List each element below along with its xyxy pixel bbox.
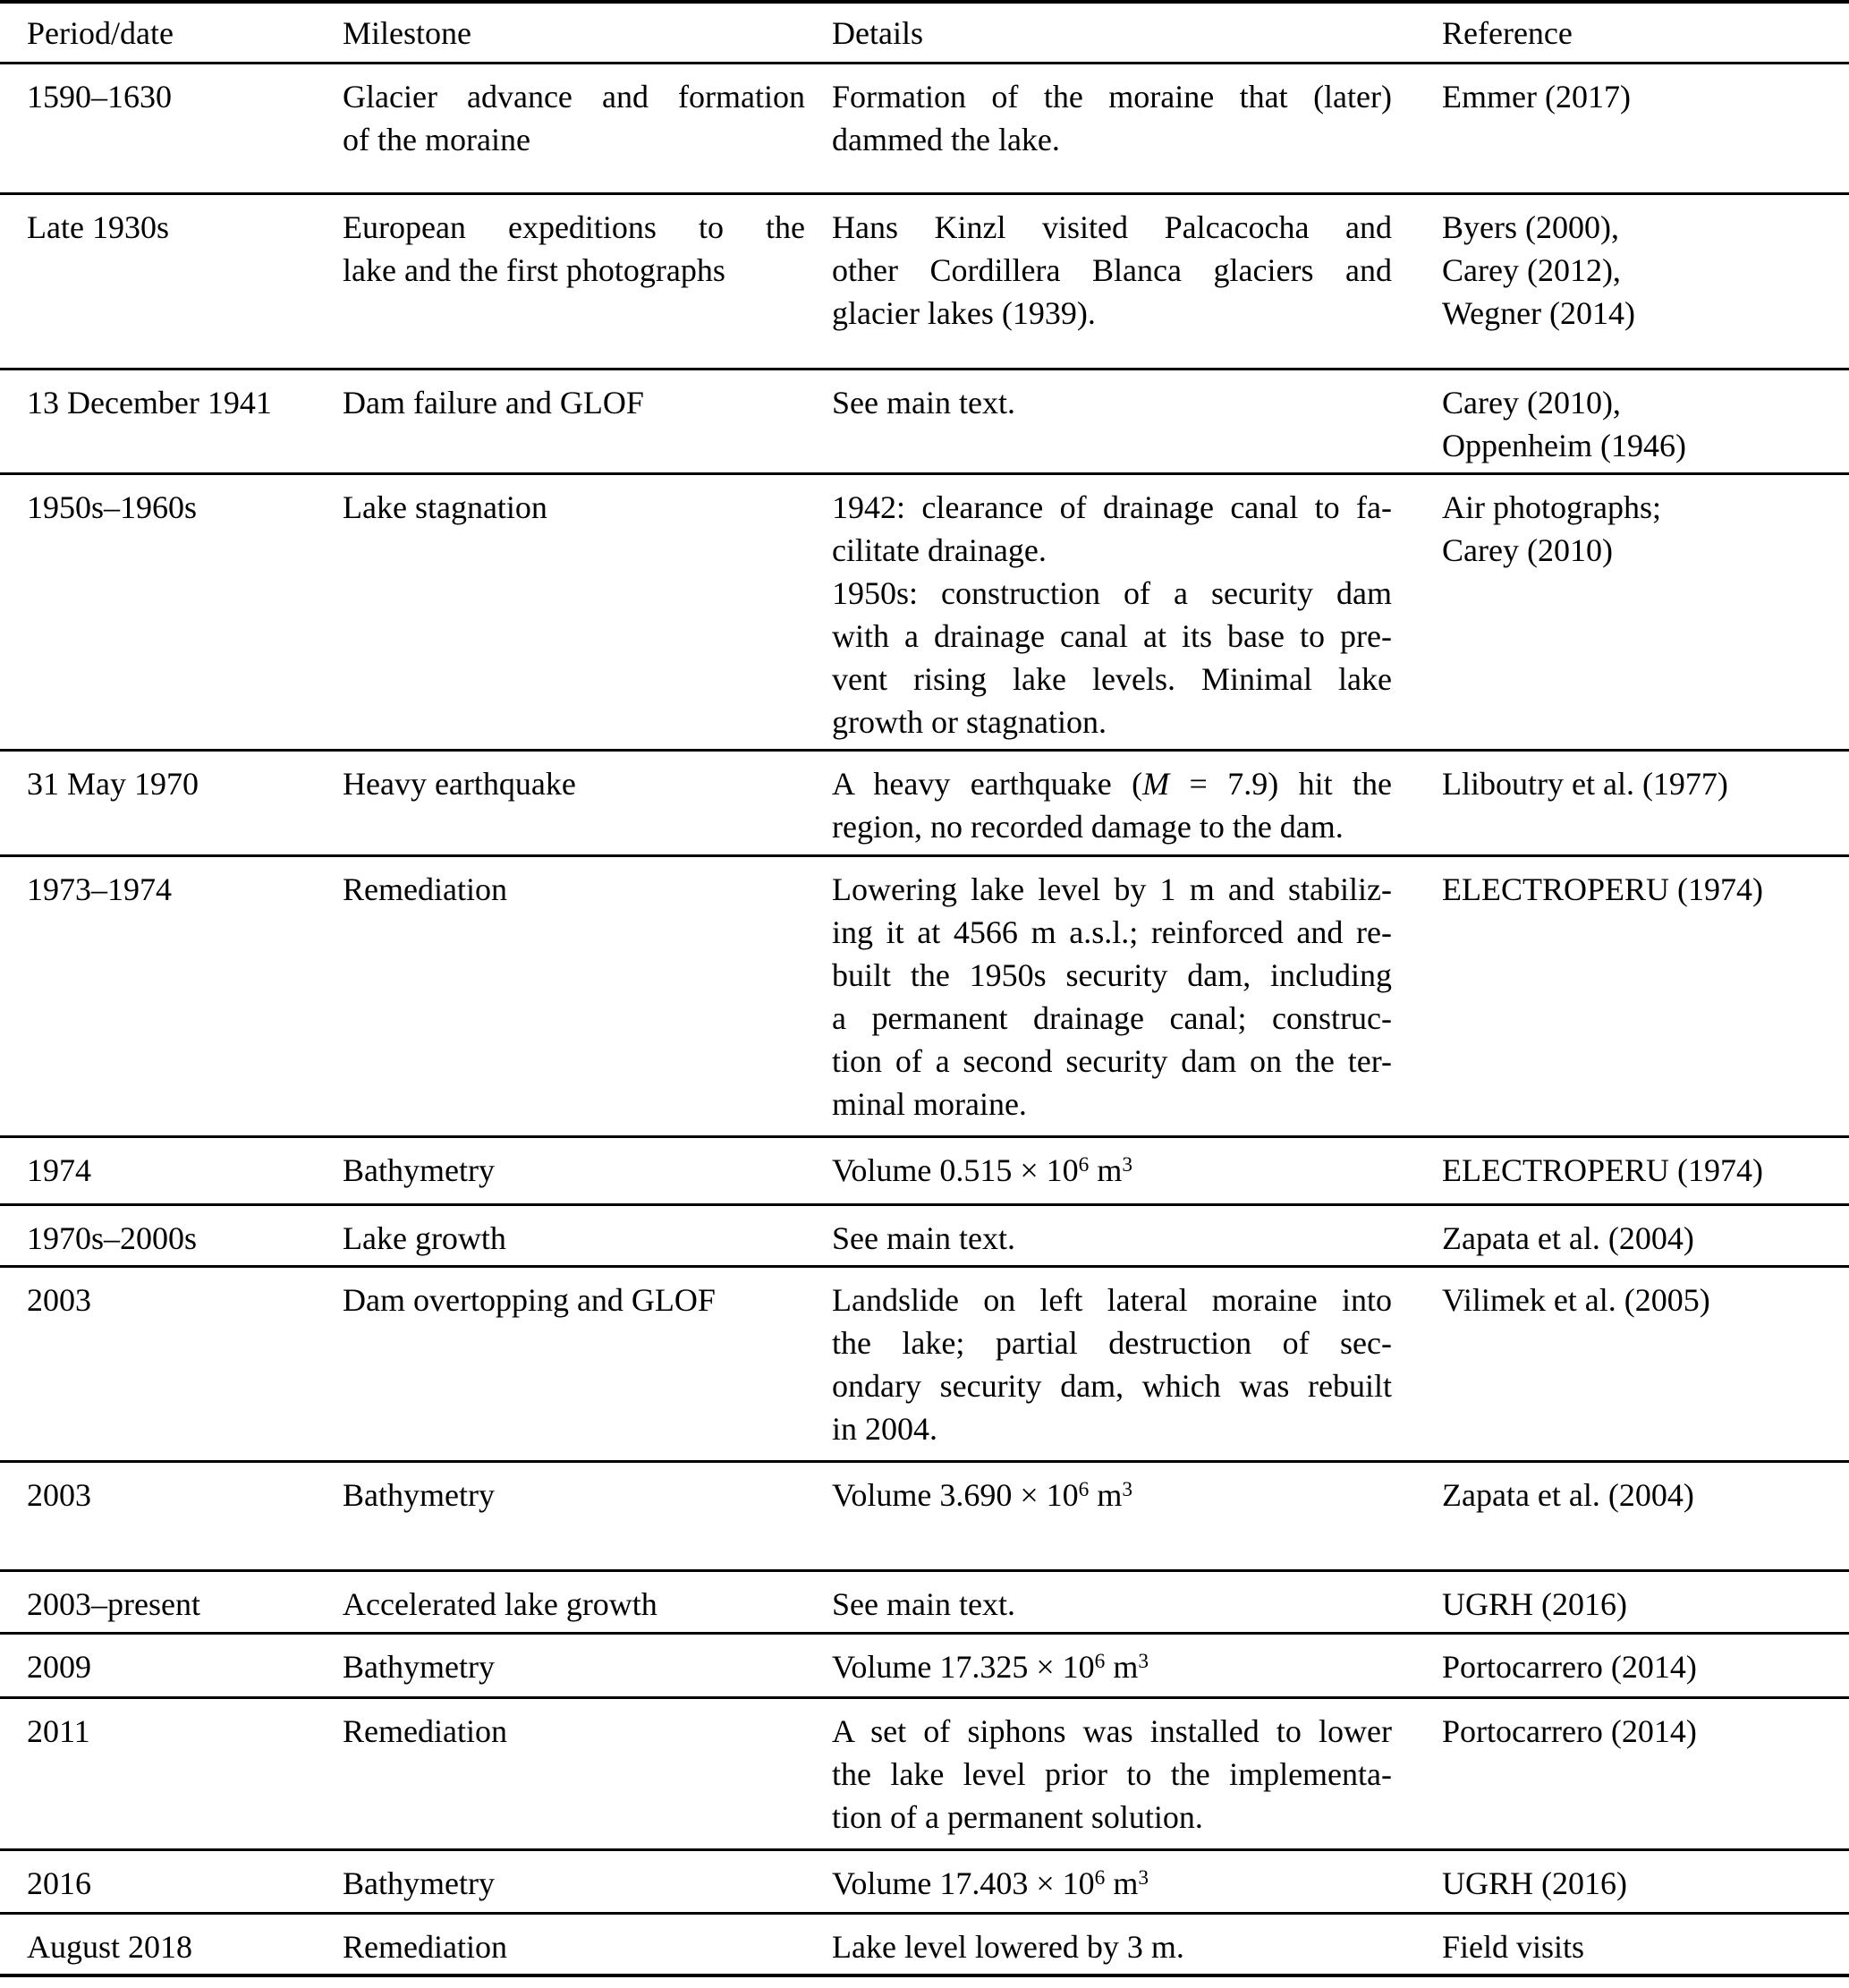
cell-reference	[1415, 1570, 1849, 1633]
cell-reference	[1415, 193, 1849, 369]
text-line: ELECTROPERU (1974)	[1442, 1151, 1763, 1188]
column-header-reference: Reference	[1442, 15, 1573, 51]
text-line: Remediation	[343, 1928, 507, 1965]
text-line: 2003	[27, 1476, 91, 1513]
text-line: 1970s–2000s	[27, 1219, 198, 1256]
text-line: Lake level lowered by 3 m.	[832, 1928, 1184, 1965]
cell-period	[0, 1266, 316, 1461]
text-line: August 2018	[27, 1928, 193, 1965]
text-line: UGRH (2016)	[1442, 1585, 1627, 1622]
column-header-period: Period/date	[27, 15, 174, 51]
column-header-details: Details	[832, 15, 923, 51]
text-line: Lowering lake level by 1 m and stabiliz-	[832, 871, 1392, 907]
table-row	[0, 1633, 1849, 1697]
text-line: lake and the first photographs	[343, 251, 725, 288]
cell-details	[805, 750, 1415, 855]
cell-milestone	[316, 1266, 805, 1461]
text-line: 2003	[27, 1281, 91, 1318]
text-line: A heavy earthquake (M = 7.9) hit the	[832, 765, 1392, 802]
text-line: Hans Kinzl visited Palcacocha and	[832, 208, 1392, 245]
table-row	[0, 1697, 1849, 1849]
text-line: the lake level prior to the implementa-	[832, 1755, 1392, 1792]
text-line: ondary security dam, which was rebuilt	[832, 1367, 1392, 1404]
text-line: Formation of the moraine that (later)	[832, 78, 1392, 115]
cell-reference	[1415, 1136, 1849, 1204]
table-header	[0, 4, 1849, 63]
table-row	[0, 63, 1849, 193]
cell-reference	[1415, 63, 1849, 193]
cell-details	[805, 1204, 1415, 1266]
cell-details	[805, 1570, 1415, 1633]
text-line: UGRH (2016)	[1442, 1865, 1627, 1901]
text-line: Carey (2010)	[1442, 531, 1613, 568]
text-line: Portocarrero (2014)	[1442, 1712, 1697, 1749]
text-line: Heavy earthquake	[343, 765, 576, 802]
text-line: Remediation	[343, 871, 507, 907]
text-line: glacier lakes (1939).	[832, 294, 1096, 331]
text-line: of the moraine	[343, 121, 530, 157]
cell-milestone	[316, 1204, 805, 1266]
cell-period	[0, 1913, 316, 1974]
table-row	[0, 1204, 1849, 1266]
cell-details	[805, 1633, 1415, 1697]
cell-milestone	[316, 750, 805, 855]
text-line: ing it at 4566 m a.s.l.; reinforced and re-	[832, 913, 1392, 950]
text-line: with a drainage canal at its base to pre-	[832, 617, 1392, 654]
table-row	[0, 1266, 1849, 1461]
cell-period	[0, 1461, 316, 1570]
cell-reference	[1415, 750, 1849, 855]
table-row	[0, 473, 1849, 750]
table-row	[0, 1913, 1849, 1974]
text-line: Oppenheim (1946)	[1442, 427, 1686, 463]
header-row	[0, 4, 1849, 63]
cell-reference	[1415, 1461, 1849, 1570]
text-line: 2003–present	[27, 1585, 200, 1622]
text-line: European expeditions to the	[343, 208, 805, 245]
text-line: Dam overtopping and GLOF	[343, 1281, 716, 1318]
text-line: 1974	[27, 1151, 91, 1188]
text-line: Accelerated lake growth	[343, 1585, 657, 1622]
text-line: Landslide on left lateral moraine into	[832, 1281, 1392, 1318]
text-line: minal moraine.	[832, 1085, 1027, 1122]
cell-details	[805, 1849, 1415, 1913]
cell-milestone	[316, 1633, 805, 1697]
cell-period	[0, 473, 316, 750]
cell-milestone	[316, 473, 805, 750]
text-line: 1950s: construction of a security dam	[832, 574, 1392, 611]
text-line: Late 1930s	[27, 208, 169, 245]
text-line: Carey (2010),	[1442, 384, 1621, 421]
cell-reference	[1415, 1849, 1849, 1913]
text-line: See main text.	[832, 384, 1015, 421]
text-line: A set of siphons was installed to lower	[832, 1712, 1392, 1749]
cell-period	[0, 1136, 316, 1204]
text-line: other Cordillera Blanca glaciers and	[832, 251, 1392, 288]
table-row	[0, 855, 1849, 1136]
cell-period	[0, 1570, 316, 1633]
cell-period	[0, 750, 316, 855]
text-line: 13 December 1941	[27, 384, 272, 421]
cell-details	[805, 63, 1415, 193]
cell-milestone	[316, 1570, 805, 1633]
text-line: 2011	[27, 1712, 90, 1749]
cell-details	[805, 855, 1415, 1136]
text-line: 31 May 1970	[27, 765, 199, 802]
text-line: Dam failure and GLOF	[343, 384, 644, 421]
cell-period	[0, 855, 316, 1136]
cell-milestone	[316, 1697, 805, 1849]
text-line: Carey (2012),	[1442, 251, 1621, 288]
text-line: growth or stagnation.	[832, 703, 1107, 740]
milestones-table	[0, 4, 1849, 1974]
text-line: Volume $17.325 \times 10^6$ $m^3$	[832, 1648, 1149, 1685]
text-line: Bathymetry	[343, 1865, 495, 1901]
text-line: the lake; partial destruction of sec-	[832, 1324, 1392, 1361]
table-row	[0, 193, 1849, 369]
text-line: Bathymetry	[343, 1151, 495, 1188]
cell-milestone	[316, 63, 805, 193]
cell-milestone	[316, 1136, 805, 1204]
cell-details	[805, 1266, 1415, 1461]
cell-milestone	[316, 1461, 805, 1570]
column-header-milestone: Milestone	[343, 15, 471, 51]
text-line: Remediation	[343, 1712, 507, 1749]
text-line: Bathymetry	[343, 1648, 495, 1685]
table-row	[0, 1570, 1849, 1633]
cell-details	[805, 369, 1415, 473]
cell-details	[805, 1913, 1415, 1974]
text-line: Byers (2000),	[1442, 208, 1619, 245]
cell-reference	[1415, 473, 1849, 750]
text-line: Zapata et al. (2004)	[1442, 1476, 1694, 1513]
cell-reference	[1415, 1204, 1849, 1266]
text-line: 1590–1630	[27, 78, 172, 115]
cell-reference	[1415, 1913, 1849, 1974]
text-line: Volume $17.403 \times 10^6$ $m^3$	[832, 1865, 1149, 1901]
text-line: Volume $0.515 \times 10^6$ $m^3$	[832, 1151, 1133, 1188]
cell-milestone	[316, 1913, 805, 1974]
cell-reference	[1415, 1266, 1849, 1461]
text-line: Air photographs;	[1442, 489, 1661, 525]
cell-details	[805, 473, 1415, 750]
text-line: a permanent drainage canal; construc-	[832, 999, 1392, 1036]
text-line: Vilimek et al. (2005)	[1442, 1281, 1710, 1318]
table-row	[0, 1136, 1849, 1204]
cell-milestone	[316, 369, 805, 473]
text-line: 2009	[27, 1648, 91, 1685]
text-line: built the 1950s security dam, including	[832, 956, 1392, 993]
text-line: See main text.	[832, 1219, 1015, 1256]
text-line: See main text.	[832, 1585, 1015, 1622]
cell-details	[805, 1697, 1415, 1849]
cell-period	[0, 1204, 316, 1266]
table-row	[0, 1849, 1849, 1913]
text-line: 1950s–1960s	[27, 489, 198, 525]
cell-reference	[1415, 1697, 1849, 1849]
text-line: vent rising lake levels. Minimal lake	[832, 660, 1392, 697]
text-line: Lake growth	[343, 1219, 506, 1256]
text-line: dammed the lake.	[832, 121, 1060, 157]
cell-milestone	[316, 193, 805, 369]
text-line: 1942: clearance of drainage canal to fa-	[832, 489, 1392, 525]
text-line: in 2004.	[832, 1410, 938, 1447]
cell-details	[805, 193, 1415, 369]
cell-details	[805, 1461, 1415, 1570]
cell-period	[0, 193, 316, 369]
text-line: Volume $3.690 \times 10^6$ $m^3$	[832, 1476, 1133, 1513]
text-line: tion of a second security dam on the ter-	[832, 1042, 1392, 1079]
text-line: Wegner (2014)	[1442, 294, 1636, 331]
cell-period	[0, 369, 316, 473]
text-line: Portocarrero (2014)	[1442, 1648, 1697, 1685]
text-line: Lake stagnation	[343, 489, 547, 525]
cell-reference	[1415, 855, 1849, 1136]
text-line: Zapata et al. (2004)	[1442, 1219, 1694, 1256]
cell-period	[0, 1697, 316, 1849]
text-line: Glacier advance and formation	[343, 78, 805, 115]
text-line: Field visits	[1442, 1928, 1585, 1965]
text-line: Lliboutry et al. (1977)	[1442, 765, 1728, 802]
text-line: region, no recorded damage to the dam.	[832, 808, 1344, 845]
cell-reference	[1415, 1633, 1849, 1697]
text-line: Emmer (2017)	[1442, 78, 1631, 115]
cell-reference	[1415, 369, 1849, 473]
text-line: Bathymetry	[343, 1476, 495, 1513]
cell-period	[0, 1849, 316, 1913]
cell-milestone	[316, 1849, 805, 1913]
cell-details	[805, 1136, 1415, 1204]
cell-milestone	[316, 855, 805, 1136]
text-line: cilitate drainage.	[832, 531, 1047, 568]
text-line: tion of a permanent solution.	[832, 1798, 1203, 1835]
text-line: 1973–1974	[27, 871, 172, 907]
table-body	[0, 63, 1849, 1974]
cell-period	[0, 63, 316, 193]
text-line: 2016	[27, 1865, 91, 1901]
table-row	[0, 750, 1849, 855]
text-line: ELECTROPERU (1974)	[1442, 871, 1763, 907]
table-row	[0, 1461, 1849, 1570]
table-row	[0, 369, 1849, 473]
cell-period	[0, 1633, 316, 1697]
